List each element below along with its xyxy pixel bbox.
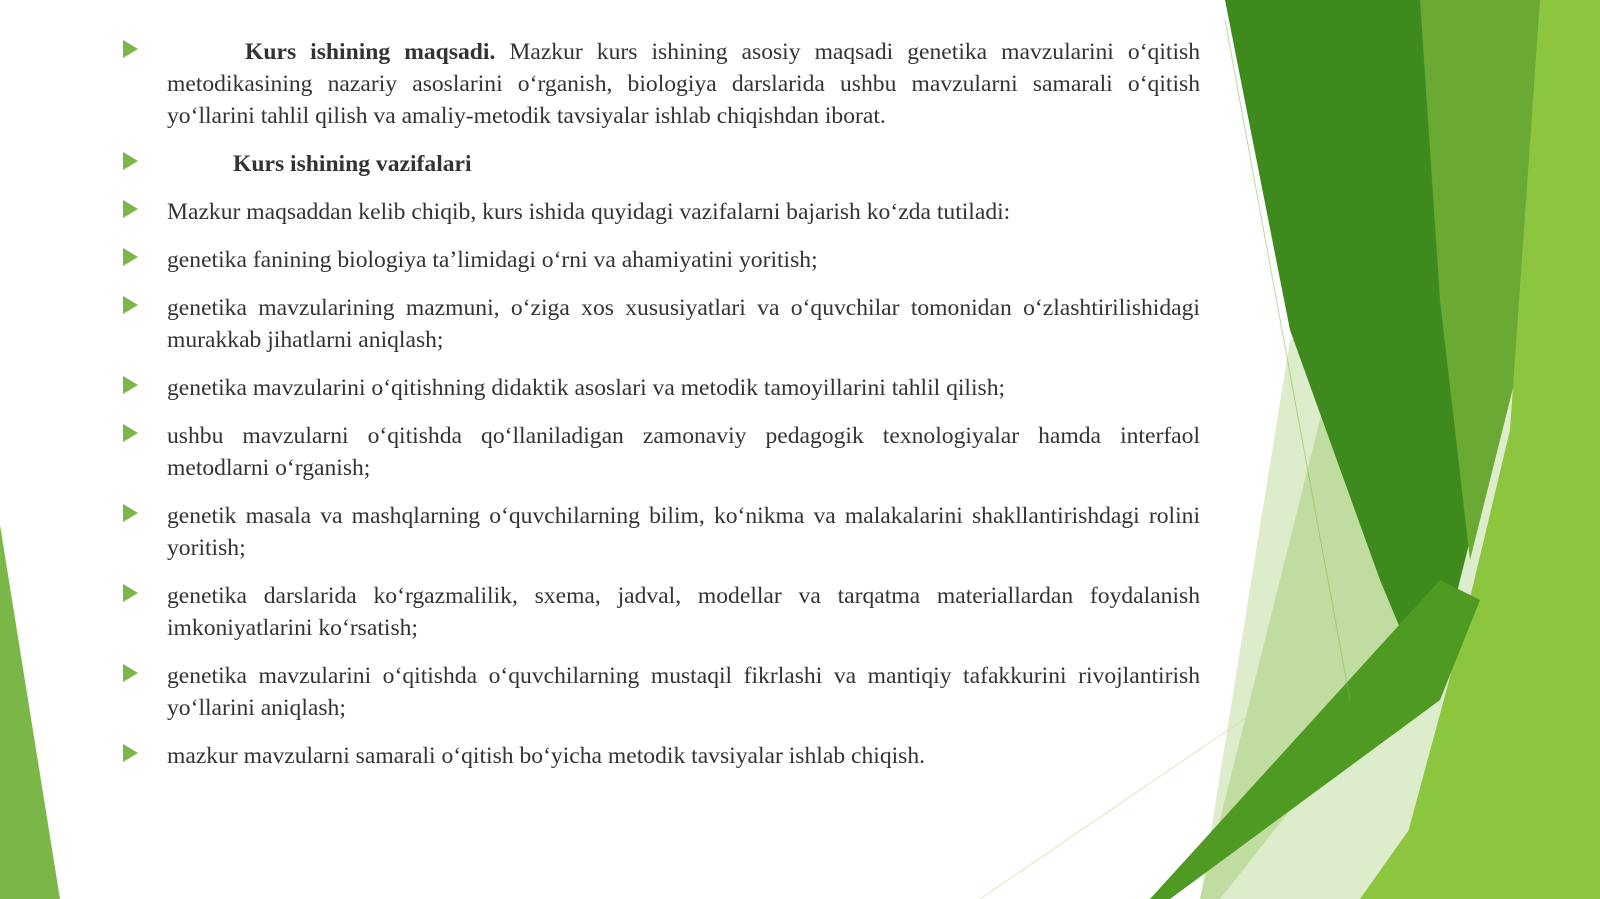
left-green-wedge: [0, 525, 60, 899]
task-text: genetika mavzularining mazmuni, o‘ziga xos xususiyatlari va o‘quvchilar tomonidan o‘zlashtirilishidagi murakkab jihatlarni aniqlash;: [167, 295, 1200, 353]
triangle-bullet-icon: [123, 664, 138, 682]
list-item: [118, 740, 1200, 772]
task-text: genetika mavzularini o‘qitishning didaktik asoslari va metodik tamoyillarini tahlil qilish;: [167, 375, 1006, 401]
triangle-bullet-icon: [123, 584, 138, 602]
task-text: genetik masala va mashqlarning o‘quvchilarning bilim, ko‘nikma va malakalarini shakllantirishdagi rolini yoritish;: [167, 503, 1200, 561]
purpose-heading: Kurs ishining maqsadi.: [245, 39, 496, 65]
task-text: genetika mavzularini o‘qitishda o‘quvchilarning mustaqil fikrlashi va mantiqiy tafakkurini rivojlantirish yo‘llarini aniqlash;: [167, 663, 1200, 721]
triangle-bullet-icon: [123, 424, 138, 442]
list-item: [118, 660, 1200, 724]
triangle-bullet-icon: [123, 200, 138, 218]
triangle-bullet-icon: [123, 744, 138, 762]
triangle-bullet-icon: [123, 152, 138, 170]
triangle-bullet-icon: [123, 296, 138, 314]
slide-content: [118, 36, 1200, 788]
list-item: [118, 36, 1200, 132]
triangle-bullet-icon: [123, 40, 138, 58]
tasks-intro: Mazkur maqsaddan kelib chiqib, kurs ishida quyidagi vazifalarni bajarish ko‘zda tutiladi:: [167, 199, 1011, 225]
task-text: mazkur mavzularni samarali o‘qitish bo‘yicha metodik tavsiyalar ishlab chiqish.: [167, 743, 926, 769]
list-item: [118, 372, 1200, 404]
purpose-text: Mazkur kurs ishining asosiy maqsadi genetika mavzularini o‘qitish metodikasining nazariy asoslarini o‘rganish, biologiya darslarida ushbu mavzularni samarali o‘qitish yo‘llarini tahlil qilish va amaliy-metodik tavsiyalar ishlab chiqishdan iborat.: [167, 39, 1200, 129]
list-item: [118, 148, 1200, 180]
triangle-bullet-icon: [123, 504, 138, 522]
task-text: ushbu mavzularni o‘qitishda qo‘llaniladigan zamonaviy pedagogik texnologiyalar hamda interfaol metodlarni o‘rganish;: [167, 423, 1200, 481]
triangle-bullet-icon: [123, 248, 138, 266]
list-item: [118, 580, 1200, 644]
list-item: [118, 196, 1200, 228]
list-item: [118, 500, 1200, 564]
list-item: [118, 420, 1200, 484]
tasks-heading: Kurs ishining vazifalari: [233, 151, 472, 177]
list-item: [118, 244, 1200, 276]
task-text: genetika fanining biologiya ta’limidagi o‘rni va ahamiyatini yoritish;: [167, 247, 818, 273]
list-item: [118, 292, 1200, 356]
task-text: genetika darslarida ko‘rgazmalilik, sxema, jadval, modellar va tarqatma materiallardan foydalanish imkoniyatlarini ko‘rsatish;: [167, 583, 1200, 641]
triangle-bullet-icon: [123, 376, 138, 394]
